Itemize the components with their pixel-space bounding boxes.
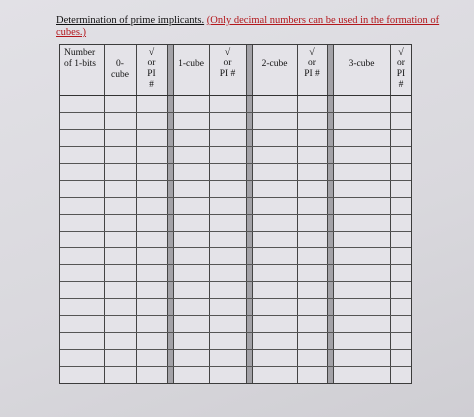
table-row-line: [60, 298, 411, 299]
table-row-line: [60, 214, 411, 215]
header-line: 0-: [116, 59, 124, 69]
header-line: 3-cube: [348, 59, 375, 69]
header-number-of-1-bits: [60, 45, 104, 95]
check-mark-icon: √: [148, 47, 155, 58]
prime-implicant-table: [59, 44, 412, 384]
header-line: or: [223, 58, 232, 68]
header-line: cube: [111, 70, 129, 80]
table-row-line: [60, 315, 411, 316]
table-row-line: [60, 332, 411, 333]
header-check-or-pi-1: [209, 45, 246, 95]
table-row-line: [60, 180, 411, 181]
header-line: of 1-bits: [64, 59, 96, 69]
header-check-or-pi-3: [390, 45, 412, 95]
header-line: Number: [64, 48, 96, 58]
table-row-line: [60, 112, 411, 113]
header-line: PI #: [219, 69, 236, 79]
worksheet-heading: [56, 15, 456, 39]
check-mark-icon: √: [309, 47, 315, 58]
heading-note: (Only decimal numbers can be used in the formation of cubes.): [56, 15, 440, 38]
table-row-line: [60, 349, 411, 350]
header-line: or: [308, 58, 316, 68]
header-line: PI: [396, 69, 406, 79]
header-check-or-pi-2: [297, 45, 327, 95]
header-line: or: [147, 58, 156, 68]
header-line: 2-cube: [261, 59, 288, 69]
table-row-line: [60, 129, 411, 130]
header-line: PI: [147, 69, 156, 79]
table-row-line: [60, 231, 411, 232]
table-row-line: [60, 247, 411, 248]
header-line: PI #: [304, 69, 320, 79]
header-line: #: [149, 80, 154, 90]
header-check-or-pi-0: [136, 45, 167, 95]
header-0-cube: [104, 45, 136, 109]
table-row-line: [60, 197, 411, 198]
heading-title: Determination of prime implicants.: [56, 15, 205, 26]
check-mark-icon: √: [224, 47, 231, 58]
table-row-line: [60, 146, 411, 147]
header-line: 1-cube: [178, 59, 204, 69]
table-row-line: [60, 281, 411, 282]
table-row-line: [60, 366, 411, 367]
table-row-line: [60, 163, 411, 164]
header-line: #: [398, 80, 404, 90]
header-1-cube: [173, 45, 209, 109]
header-line: or: [397, 58, 405, 68]
table-row-line: [60, 264, 411, 265]
header-2-cube: [252, 45, 297, 109]
header-divider: [60, 95, 411, 96]
header-3-cube: [333, 45, 390, 109]
check-mark-icon: √: [398, 47, 404, 58]
